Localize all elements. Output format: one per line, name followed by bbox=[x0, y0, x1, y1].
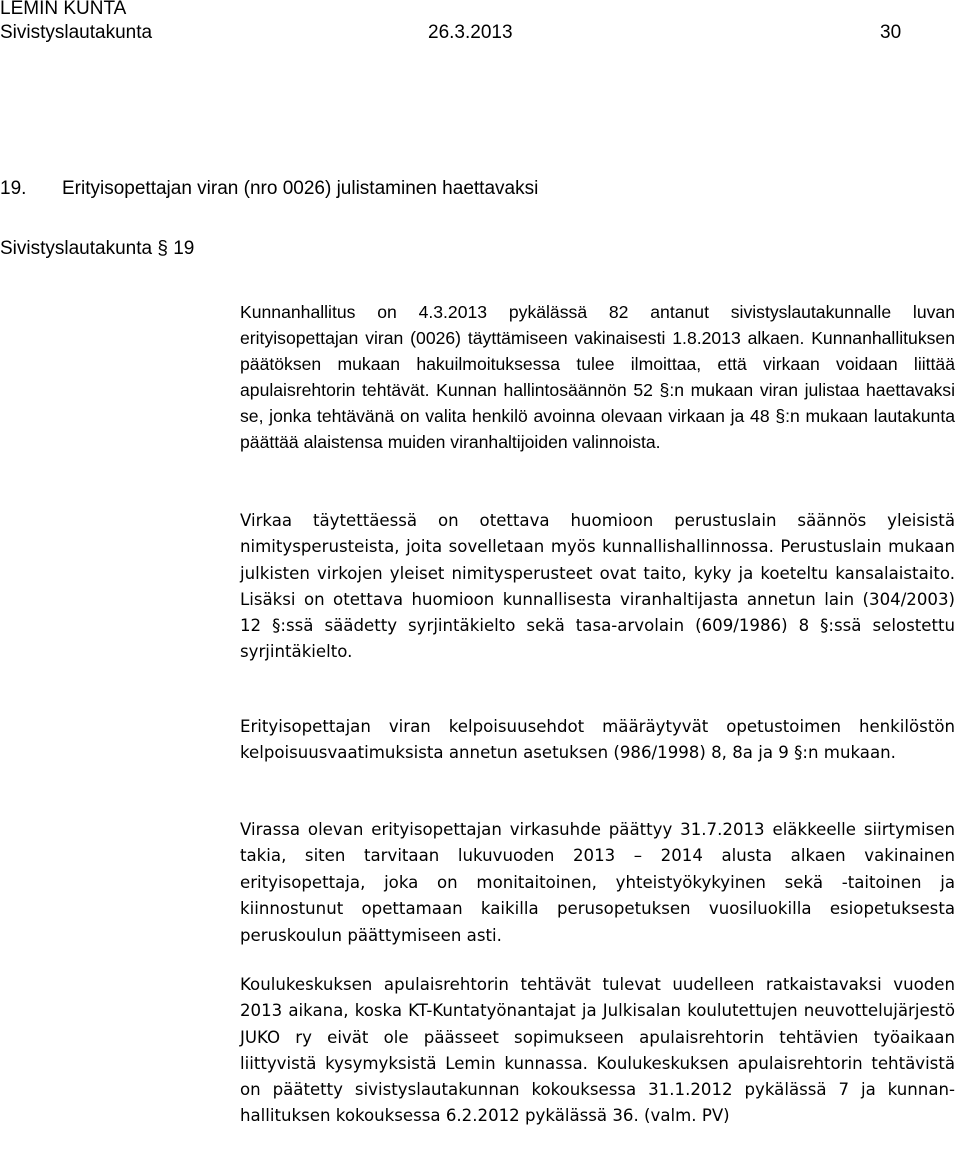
agenda-item-title: Erityisopettajan viran (nro 0026) julistaminen haettavaksi bbox=[62, 178, 539, 199]
page-number: 30 bbox=[880, 22, 902, 43]
paragraph-qualifications: Erityisopettajan viran kelpoisuusehdot määräytyvät opetustoimen henkilöstön kelpoisuusvaatimuksista annetun asetuksen (986/1998) 8, 8a ja 9 §:n mukaan. bbox=[240, 717, 955, 763]
paragraph-vice-principal: Koulukeskuksen apulaisrehtorin tehtävät tulevat uudelleen ratkaistavaksi vuoden 2013 aikana, koska KT-Kuntatyönantajat ja Julkisalan koulutettujen neuvottelujärjestö JUKO ry eivät ole päässeet sopimukseen apulaisrehtorin tehtävien työaikaan liittyvistä kysymyksistä Lemin kunnassa. Koulukeskuksen apulaisrehtorin tehtävistä on päätetty sivistyslautakunnan kokouksessa 31.1.2012 pykälässä 7 ja kunnanhallituksen kokouksessa 6.2.2012 pykälässä 36. (valm. PV) bbox=[240, 975, 955, 1126]
agenda-item-number: 19. bbox=[0, 178, 27, 199]
organ-name: Sivistyslautakunta bbox=[0, 22, 153, 43]
municipality-name: LEMIN KUNTA bbox=[0, 0, 127, 19]
paragraph-appointment-criteria: Virkaa täytettäessä on otettava huomioon perustuslain säännös yleisistä nimitysperusteista, joita sovelletaan myös kunnallishallinnossa. Perustuslain mukaan julkisten virkojen yleiset nimitysperusteet ovat taito, kyky ja koeteltu kansalaistaito. Lisäksi on otettava huomioon kunnallisesta viranhaltijasta annetun lain (304/2003) 12 §:ssä säädetty syrjintäkielto sekä tasa-arvolain (609/1986) 8 §:ssä selostettu syrjintäkielto. bbox=[240, 511, 955, 662]
paragraph-appointment-permission: Kunnanhallitus on 4.3.2013 pykälässä 82 antanut sivistyslautakunnalle luvan erityisopettajan viran (0026) täyttämiseen vakinaisesti 1.8.2013 alkaen. Kunnanhallituksen päätöksen mukaan hakuilmoituksessa tulee ilmoittaa, että virkaan voidaan liittää apulaisrehtorin tehtävät. Kunnan hallintosäännön 52 §:n mukaan viran julistaa haettavaksi se, jonka tehtävänä on valita henkilö avoinna olevaan virkaan ja 48 §:n mukaan lautakunta päättää alaistensa muiden viranhaltijoiden valinnoista. bbox=[240, 302, 955, 452]
paragraph-retirement: Virassa olevan erityisopettajan virkasuhde päättyy 31.7.2013 eläkkeelle siirtymisen takia, siten tarvitaan lukuvuoden 2013 – 2014 alusta alkaen vakinainen erityisopettaja, joka on monitaitoinen, yhteistyökykyinen sekä -taitoinen ja kiinnostunut opettamaan kaikilla perusopetuksen vuosiluokilla esiopetuksesta peruskoulun päättymiseen asti. bbox=[240, 820, 955, 945]
meeting-date: 26.3.2013 bbox=[428, 22, 513, 43]
section-reference: Sivistyslautakunta § 19 bbox=[0, 238, 195, 259]
